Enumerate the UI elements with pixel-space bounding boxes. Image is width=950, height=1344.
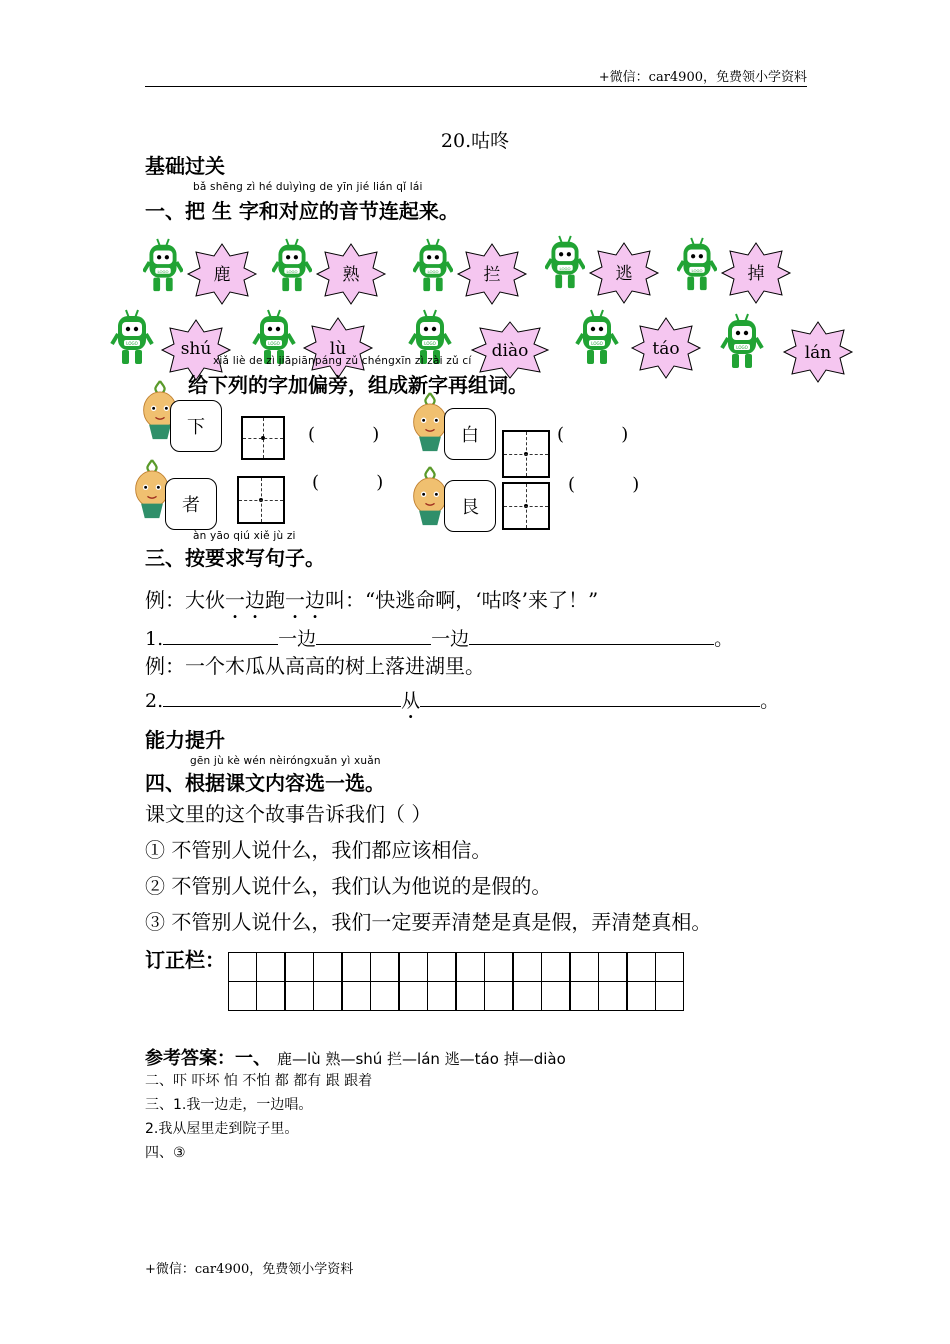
char-star-3[interactable] xyxy=(456,242,528,306)
q4-pinyin: gēn jù kè wén nèiróngxuǎn yì xuǎn xyxy=(190,755,381,767)
answers-line-4: 2.我从屋里走到院子里。 xyxy=(145,1121,299,1137)
blank-2[interactable] xyxy=(316,626,431,645)
section-advanced: 能力提升 xyxy=(145,728,225,752)
q1-heading: 一、把 生 字和对应的音节连起来。 xyxy=(145,199,459,223)
q2-char-box-3: 者 xyxy=(165,478,217,530)
char-1: 鹿 xyxy=(213,265,231,285)
mascot-icon xyxy=(413,237,453,295)
correction-grid[interactable] xyxy=(228,952,684,1011)
syllable-5: lán xyxy=(804,343,832,363)
blank-3[interactable] xyxy=(469,626,714,645)
answers-line-3: 三、1.我一边走，一边唱。 xyxy=(145,1097,313,1113)
emph-char: 边 xyxy=(245,588,265,612)
line1-word-1: 一边 xyxy=(278,628,317,650)
syllable-2: lù xyxy=(329,339,347,359)
mascot-icon xyxy=(272,237,312,295)
mascot-icon xyxy=(677,236,717,294)
q3-line-1 xyxy=(145,624,733,651)
example1-mid: 跑 xyxy=(265,588,285,612)
mascot-icon xyxy=(110,308,154,368)
syllable-1: shú xyxy=(180,339,212,359)
answer-paren-3[interactable]: ( ) xyxy=(312,472,384,493)
char-5: 掉 xyxy=(747,264,765,284)
answers-first-label: 一、 xyxy=(235,1048,271,1069)
q4-option-3[interactable]: ③ 不管别人说什么，我们一定要弄清楚是真是假，弄清楚真相。 xyxy=(145,910,712,934)
correction-label: 订正栏： xyxy=(145,948,225,972)
q2-char-box-2: 白 xyxy=(444,408,496,460)
answers-line-2: 二、吓 吓坏 怕 不怕 都 都有 跟 跟着 xyxy=(145,1073,373,1089)
example1-prefix: 例：大伙 xyxy=(145,588,225,612)
char-2: 熟 xyxy=(342,265,360,285)
section-basic: 基础过关 xyxy=(145,154,225,178)
mascot-icon xyxy=(575,308,619,368)
header-divider xyxy=(145,86,807,87)
answers-line-1 xyxy=(145,1044,566,1070)
q2-heading: 给下列的字加偏旁，组成新字再组词。 xyxy=(188,373,528,397)
line2-word-1: 从 xyxy=(401,690,421,712)
q3-example-1 xyxy=(145,584,598,613)
q3-line-2 xyxy=(145,686,779,713)
char-star-4[interactable] xyxy=(588,241,660,305)
q4-option-2[interactable]: ② 不管别人说什么，我们认为他说的是假的。 xyxy=(145,874,552,898)
emph-char: 一 xyxy=(285,588,305,612)
line2-num: 2. xyxy=(145,690,164,712)
q2-char-box-1: 下 xyxy=(170,400,222,452)
line1-word-2: 一边 xyxy=(431,628,470,650)
q3-pinyin: àn yāo qiú xiě jù zi xyxy=(193,530,296,542)
mascot-icon xyxy=(143,237,183,295)
footer-note: +微信：car4900，免费领小学资料 xyxy=(145,1262,354,1277)
q3-example-2: 例：一个木瓜从高高的树上落进湖里。 xyxy=(145,654,485,678)
q2-pinyin: xiǎ liè de zì jiāpiānpáng zǔ chéngxīn zì zài zǔ cí xyxy=(213,355,472,367)
char-star-5[interactable] xyxy=(720,241,792,305)
emph-char: 边 xyxy=(305,588,325,612)
line2-end: 。 xyxy=(760,690,780,712)
q4-option-1[interactable]: ① 不管别人说什么，我们都应该相信。 xyxy=(145,838,492,862)
blank-5[interactable] xyxy=(420,688,760,707)
answer-paren-2[interactable]: ( ) xyxy=(557,424,629,445)
q2-char-box-4: 艮 xyxy=(444,480,496,532)
q1-pinyin: bǎ shēng zì hé duìyìng de yīn jié lián qǐ lái xyxy=(193,181,423,193)
mascot-icon xyxy=(545,234,585,292)
line1-num: 1. xyxy=(145,628,164,650)
q4-question: 课文里的这个故事告诉我们（ ） xyxy=(145,802,432,826)
writing-grid-2[interactable] xyxy=(502,430,550,478)
blank-4[interactable] xyxy=(163,688,401,707)
answers-first-text: 鹿—lù 熟—shú 拦—lán 逃—táo 掉—diào xyxy=(277,1050,566,1068)
writing-grid-4[interactable] xyxy=(502,482,550,530)
char-3: 拦 xyxy=(483,265,501,285)
char-star-2[interactable] xyxy=(315,242,387,306)
char-4: 逃 xyxy=(615,264,633,284)
blank-1[interactable] xyxy=(163,626,278,645)
syllable-4: táo xyxy=(652,339,680,359)
header-note: +微信：car4900，免费领小学资料 xyxy=(598,70,807,85)
answer-paren-4[interactable]: ( ) xyxy=(568,474,640,495)
writing-grid-3[interactable] xyxy=(237,476,285,524)
syllable-star-4[interactable] xyxy=(628,316,704,380)
writing-grid-1[interactable] xyxy=(241,416,285,460)
answer-paren-1[interactable]: ( ) xyxy=(308,424,380,445)
emph-char: 一 xyxy=(225,588,245,612)
line1-end: 。 xyxy=(714,628,734,650)
page-title: 20.咕咚 xyxy=(440,130,510,152)
mascot-icon xyxy=(720,312,764,372)
syllable-star-5[interactable] xyxy=(776,320,860,384)
q3-heading: 三、按要求写句子。 xyxy=(145,546,325,570)
answers-title: 参考答案： xyxy=(145,1048,235,1069)
syllable-3: diào xyxy=(491,341,529,361)
char-star-1[interactable] xyxy=(186,242,258,306)
answers-line-5: 四、③ xyxy=(145,1145,186,1161)
q4-heading: 四、根据课文内容选一选。 xyxy=(145,771,385,795)
example1-rest: 叫：“快逃命啊，‘咕咚’来了！” xyxy=(325,588,599,612)
